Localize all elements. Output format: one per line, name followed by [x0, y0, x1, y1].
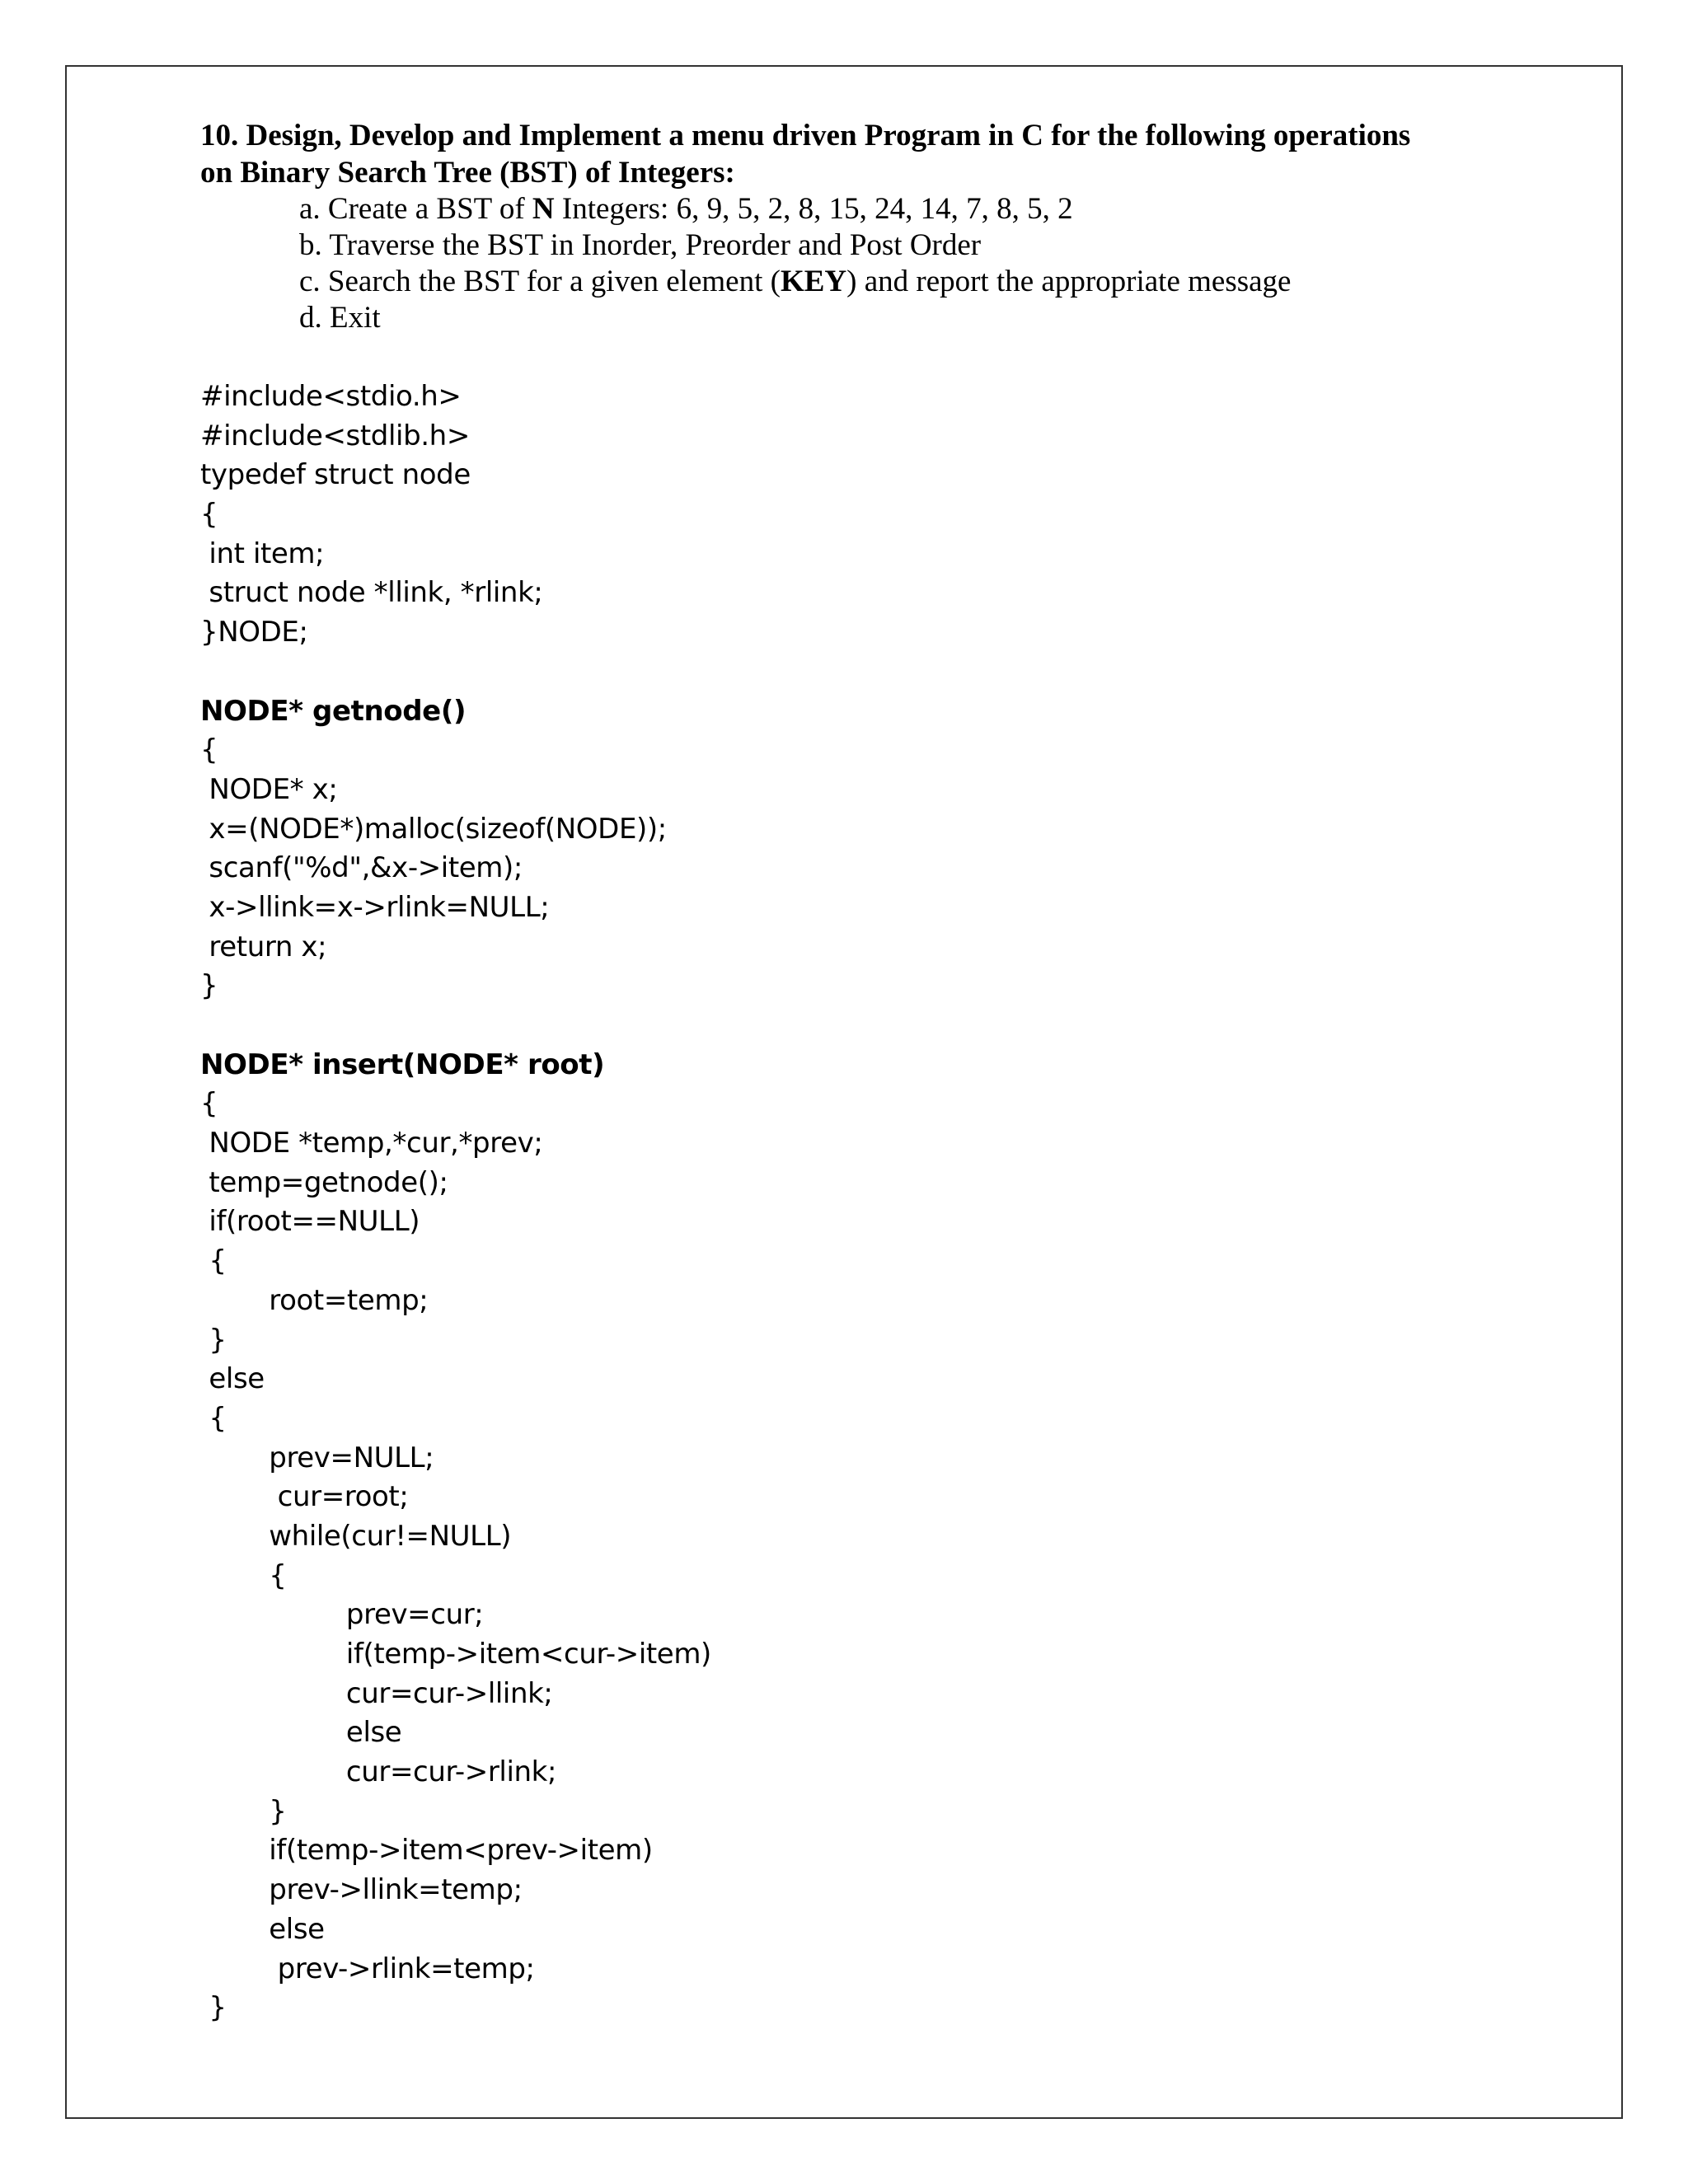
- code-line: }NODE;: [200, 616, 308, 649]
- code-line: NODE *temp,*cur,*prev;: [200, 1127, 543, 1160]
- code-line: prev->llink=temp;: [200, 1873, 523, 1907]
- code-line: scanf("%d",&x->item);: [200, 851, 523, 885]
- code-line: cur=root;: [200, 1480, 409, 1514]
- code-line: {: [200, 1558, 287, 1592]
- code-line: {: [200, 1087, 218, 1121]
- code-line: int item;: [200, 537, 325, 570]
- code-listing: [200, 377, 1519, 2028]
- code-line: {: [200, 1244, 227, 1278]
- question-block: [200, 117, 1552, 336]
- code-line: }: [200, 1991, 227, 2025]
- code-line: cur=cur->rlink;: [200, 1755, 557, 1789]
- code-line: #include<stdio.h>: [200, 380, 462, 413]
- code-line: [200, 1006, 1519, 1046]
- code-line: cur=cur->llink;: [200, 1676, 553, 1710]
- code-line: x->llink=x->rlink=NULL;: [200, 890, 550, 924]
- code-line: while(cur!=NULL): [200, 1519, 512, 1553]
- code-line: }: [200, 969, 218, 1003]
- option-a: a. Create a BST of N Integers: 6, 9, 5, 2, 8, 15, 24, 14, 7, 8, 5, 2: [299, 192, 1073, 226]
- code-line: {: [200, 1401, 227, 1435]
- code-line: prev->rlink=temp;: [200, 1952, 535, 1985]
- code-line: {: [200, 733, 218, 767]
- code-line: [200, 653, 1519, 692]
- code-line: if(temp->item<prev->item): [200, 1834, 653, 1868]
- code-line: struct node *llink, *rlink;: [200, 576, 543, 610]
- code-line: x=(NODE*)malloc(sizeof(NODE));: [200, 812, 667, 846]
- code-line: if(root==NULL): [200, 1205, 420, 1239]
- code-line: NODE* x;: [200, 772, 338, 806]
- function-heading-insert: NODE* insert(NODE* root): [200, 1047, 605, 1081]
- code-line: typedef struct node: [200, 458, 471, 492]
- code-line: else: [200, 1912, 325, 1946]
- code-line: }: [200, 1323, 227, 1357]
- question-title-line-2: on Binary Search Tree (BST) of Integers:: [200, 156, 735, 190]
- option-d: d. Exit: [299, 301, 381, 335]
- code-line: return x;: [200, 930, 327, 963]
- code-line: prev=cur;: [200, 1598, 484, 1632]
- question-options: [200, 191, 1552, 336]
- code-line: prev=NULL;: [200, 1441, 434, 1474]
- code-line: root=temp;: [200, 1283, 429, 1317]
- code-line: else: [200, 1716, 402, 1750]
- question-title-line-1: 10. Design, Develop and Implement a menu driven Program in C for the following operations: [200, 119, 1411, 152]
- option-b: b. Traverse the BST in Inorder, Preorder and Post Order: [299, 228, 982, 262]
- code-line: if(temp->item<cur->item): [200, 1638, 711, 1671]
- code-line: {: [200, 498, 218, 532]
- code-line: else: [200, 1362, 265, 1396]
- function-heading-getnode: NODE* getnode(): [200, 694, 467, 728]
- code-line: temp=getnode();: [200, 1165, 448, 1199]
- code-line: }: [200, 1794, 287, 1828]
- code-line: #include<stdlib.h>: [200, 419, 470, 452]
- option-c: c. Search the BST for a given element (KEY) and report the appropriate message: [299, 265, 1292, 298]
